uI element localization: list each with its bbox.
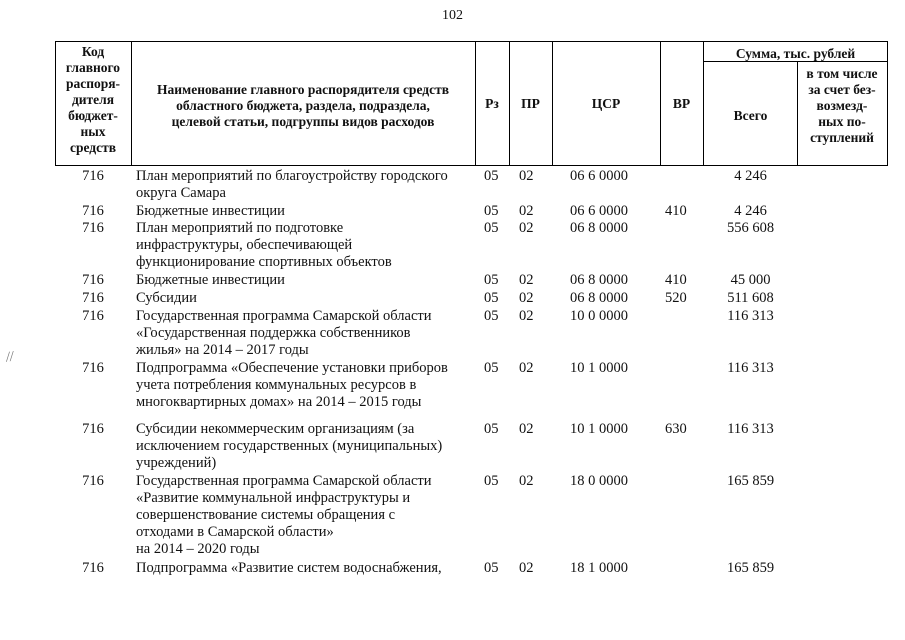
cell-code: 716 <box>82 421 104 437</box>
cell-rz: 05 <box>484 473 499 489</box>
cell-csr: 06 6 0000 <box>570 168 628 184</box>
cell-rz: 05 <box>484 360 499 376</box>
cell-csr: 10 1 0000 <box>570 421 628 437</box>
cell-name: План мероприятий по благоустройству городского округа Самара <box>136 168 448 201</box>
cell-csr: 06 6 0000 <box>570 203 628 219</box>
cell-code: 716 <box>82 360 104 376</box>
cell-vr: 630 <box>665 421 687 437</box>
cell-code: 716 <box>82 168 104 184</box>
cell-code: 716 <box>82 308 104 324</box>
cell-rz: 05 <box>484 203 499 219</box>
cell-csr: 18 1 0000 <box>570 560 628 576</box>
cell-name: Государственная программа Самарской области «Государственная поддержка собственников жилья» на 2014 – 2017 годы <box>136 308 432 358</box>
header-code: Код главного распоря- дителя бюджет- ных средств <box>65 44 121 155</box>
cell-vr: 410 <box>665 272 687 288</box>
header-top-border <box>55 41 888 42</box>
header-sum: Сумма, тыс. рублей <box>735 46 856 61</box>
cell-csr: 10 0 0000 <box>570 308 628 324</box>
cell-pr: 02 <box>519 473 534 489</box>
cell-rz: 05 <box>484 290 499 306</box>
cell-total: 116 313 <box>727 421 774 437</box>
cell-csr: 06 8 0000 <box>570 290 628 306</box>
cell-csr: 10 1 0000 <box>570 360 628 376</box>
cell-pr: 02 <box>519 272 534 288</box>
cell-csr: 06 8 0000 <box>570 272 628 288</box>
cell-rz: 05 <box>484 308 499 324</box>
cell-pr: 02 <box>519 203 534 219</box>
cell-name: Бюджетные инвестиции <box>136 203 285 219</box>
cell-name: Государственная программа Самарской области «Развитие коммунальной инфраструктуры и совершенствование системы обращения с отходами в Самарской области» на 2014 – 2020 годы <box>136 473 432 557</box>
cell-pr: 02 <box>519 560 534 576</box>
cell-total: 116 313 <box>727 308 774 324</box>
header-bottom-border <box>55 165 888 166</box>
cell-pr: 02 <box>519 220 534 236</box>
cell-vr: 410 <box>665 203 687 219</box>
cell-pr: 02 <box>519 168 534 184</box>
cell-total: 4 246 <box>734 203 767 219</box>
cell-code: 716 <box>82 203 104 219</box>
cell-name: Подпрограмма «Обеспечение установки приборов учета потребления коммунальных ресурсов в многоквартирных домах» на 2014 – 2015 годы <box>136 360 448 410</box>
cell-code: 716 <box>82 220 104 236</box>
cell-rz: 05 <box>484 272 499 288</box>
cell-code: 716 <box>82 473 104 489</box>
cell-name: Субсидии <box>136 290 197 306</box>
page-number: 102 <box>442 8 463 23</box>
header-total: Всего <box>733 108 768 123</box>
cell-total: 45 000 <box>730 272 771 288</box>
cell-name: Подпрограмма «Развитие систем водоснабжения, <box>136 560 442 576</box>
cell-rz: 05 <box>484 560 499 576</box>
cell-total: 165 859 <box>726 473 775 489</box>
cell-vr: 520 <box>665 290 687 306</box>
cell-pr: 02 <box>519 308 534 324</box>
header-rz: Рз <box>485 96 499 111</box>
cell-total: 556 608 <box>726 220 775 236</box>
cell-rz: 05 <box>484 421 499 437</box>
header-vr: ВР <box>672 96 691 111</box>
cell-total: 511 608 <box>727 290 774 306</box>
header-csr: ЦСР <box>591 96 621 111</box>
cell-pr: 02 <box>519 421 534 437</box>
cell-code: 716 <box>82 560 104 576</box>
cell-name: Субсидии некоммерческим организациям (за исключением государственных (муниципальных) учреждений) <box>136 421 443 471</box>
cell-total: 165 859 <box>726 560 775 576</box>
header-pr: ПР <box>521 96 540 111</box>
cell-name: План мероприятий по подготовке инфраструктуры, обеспечивающей функционирование спортивных объектов <box>136 220 392 270</box>
cell-rz: 05 <box>484 220 499 236</box>
header-right-border <box>887 41 888 166</box>
header-grants: в том числе за счет без- возмезд- ных по- ступлений <box>806 66 878 145</box>
header-name: Наименование главного распорядителя средств областного бюджета, раздела, подраздела, целевой статьи, подгруппы видов расходов <box>156 82 449 129</box>
cell-name: Бюджетные инвестиции <box>136 272 285 288</box>
cell-total: 4 246 <box>734 168 767 184</box>
cell-total: 116 313 <box>727 360 774 376</box>
cell-csr: 06 8 0000 <box>570 220 628 236</box>
cell-code: 716 <box>82 290 104 306</box>
cell-csr: 18 0 0000 <box>570 473 628 489</box>
cell-pr: 02 <box>519 290 534 306</box>
stray-pen-mark: // <box>4 349 15 366</box>
cell-code: 716 <box>82 272 104 288</box>
cell-pr: 02 <box>519 360 534 376</box>
cell-rz: 05 <box>484 168 499 184</box>
